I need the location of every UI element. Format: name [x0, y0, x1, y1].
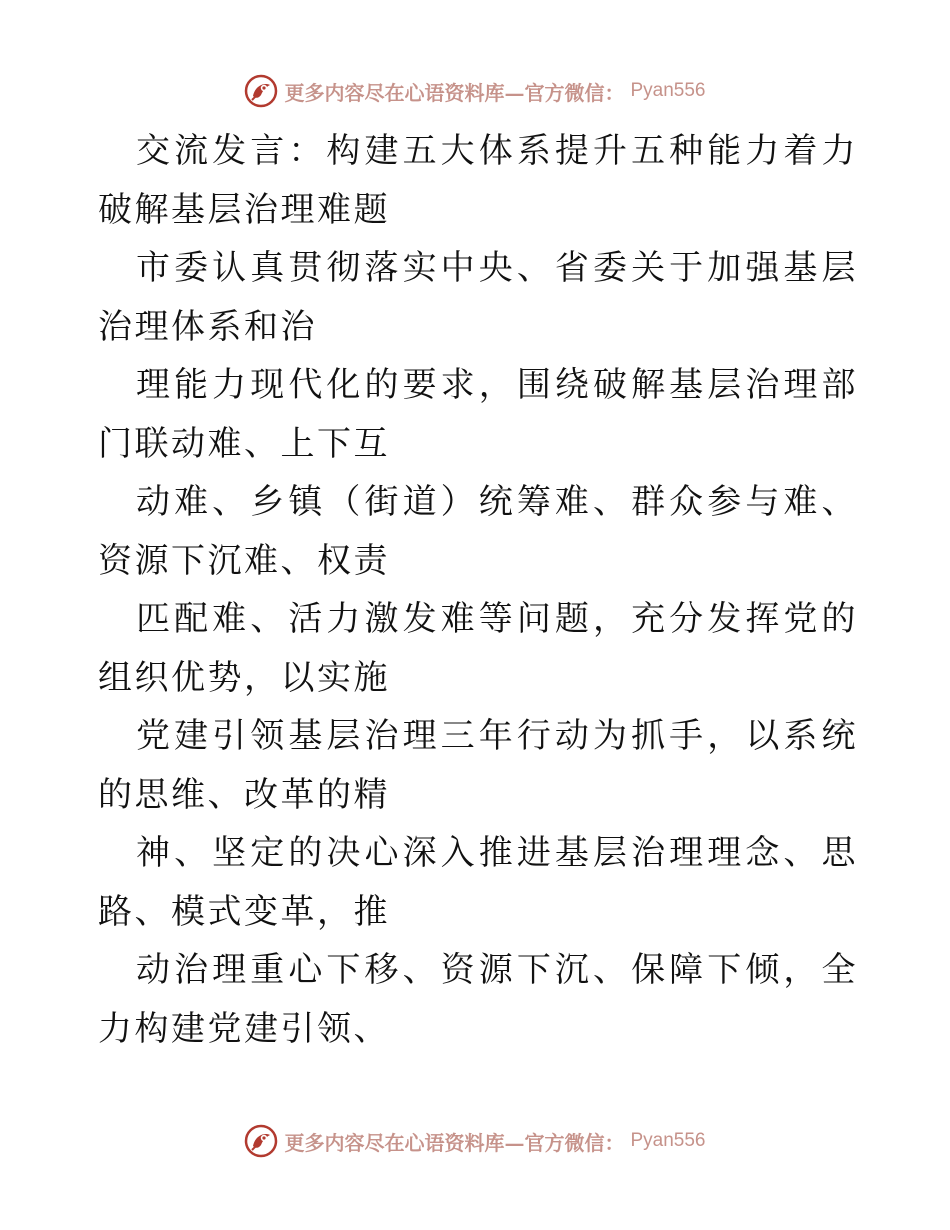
paragraph: 市委认真贯彻落实中央、省委关于加强基层治理体系和治 — [98, 248, 858, 347]
paragraph: 神、坚定的决心深入推进基层治理理念、思路、模式变革，推 — [98, 833, 858, 932]
rose-logo-icon — [244, 1124, 278, 1158]
paragraph: 动难、乡镇（街道）统筹难、群众参与难、资源下沉难、权责 — [98, 482, 858, 581]
rose-logo-icon — [244, 74, 278, 108]
banner-text: 更多内容尽在心语资料库—官方微信： — [284, 80, 625, 105]
paragraph: 动治理重心下移、资源下沉、保障下倾，全力构建党建引领、 — [98, 950, 858, 1049]
header-banner — [0, 71, 950, 111]
paragraph: 理能力现代化的要求，围绕破解基层治理部门联动难、上下互 — [98, 365, 858, 464]
paragraph: 党建引领基层治理三年行动为抓手，以系统的思维、改革的精 — [98, 716, 858, 815]
banner-text: 更多内容尽在心语资料库—官方微信： — [284, 1130, 625, 1155]
banner-contact: Pyan556 — [630, 1130, 706, 1151]
banner-contact: Pyan556 — [630, 80, 706, 101]
paragraph: 匹配难、活力激发难等问题，充分发挥党的组织优势，以实施 — [98, 599, 858, 698]
footer-banner — [0, 1121, 950, 1161]
document-body — [98, 122, 858, 1058]
paragraph-title: 交流发言：构建五大体系提升五种能力着力破解基层治理难题 — [98, 131, 858, 230]
